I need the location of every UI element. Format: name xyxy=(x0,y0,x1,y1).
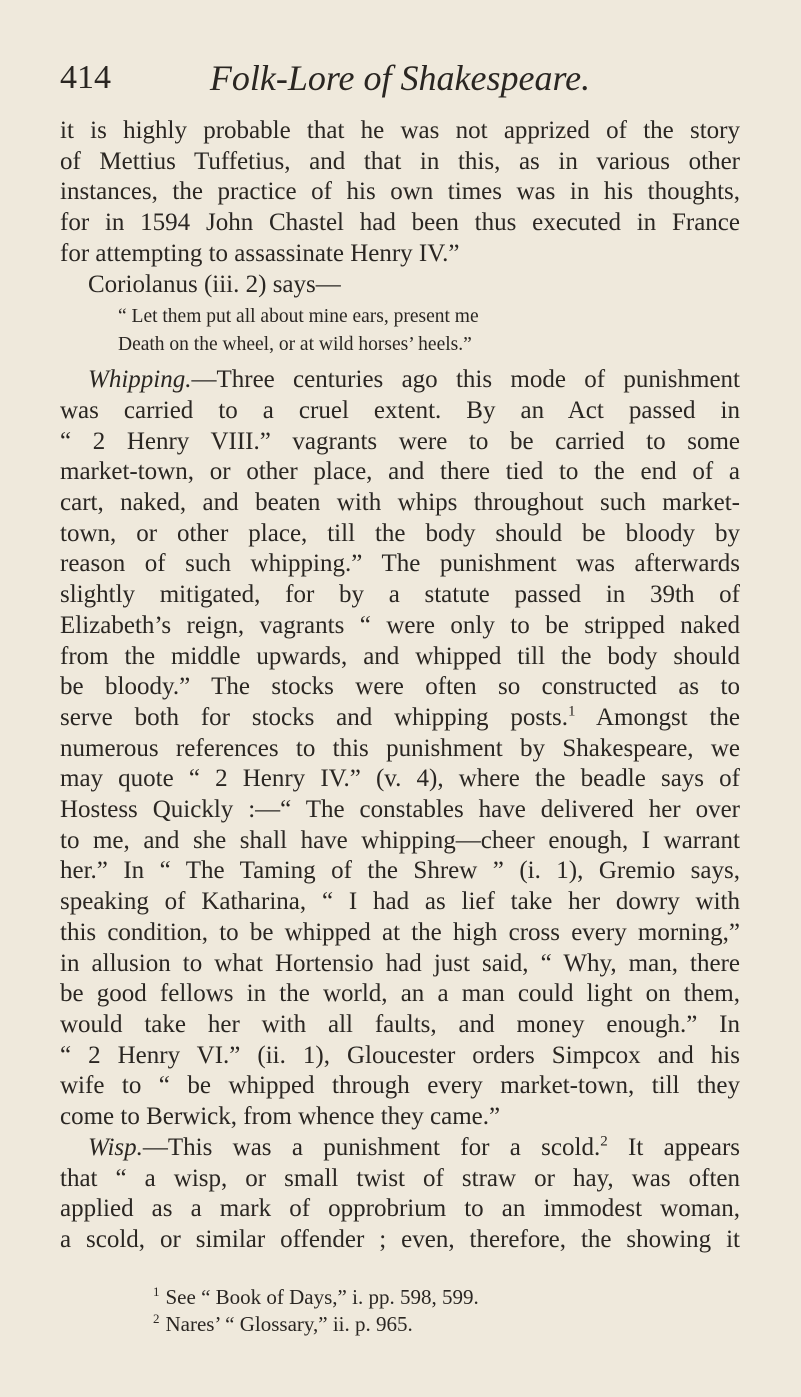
footnote xyxy=(60,1311,740,1338)
text-line: be bloody.” The stocks were often so constructed as to xyxy=(60,673,740,701)
text-line: cart, naked, and beaten with whips throughout such market- xyxy=(60,489,740,517)
page-number: 414 xyxy=(60,59,111,96)
body-text xyxy=(60,116,740,1256)
text-line: for attempting to assassinate Henry IV.” xyxy=(60,239,460,267)
footnotes xyxy=(60,1284,740,1338)
text-segment: It appears xyxy=(607,1133,740,1161)
text-segment: —Three centuries ago this mode of punishment xyxy=(191,366,740,394)
text-line: Hostess Quickly :—“ The constables have delivered her over xyxy=(60,796,740,824)
text-line: for in 1594 John Chastel had been thus executed in France xyxy=(60,209,740,237)
text-line: town, or other place, till the body should be bloody by xyxy=(60,519,740,547)
text-line: instances, the practice of his own times was in his thoughts, xyxy=(60,178,740,206)
text-line: slightly mitigated, for by a statute passed in 39th of xyxy=(60,581,740,609)
text-line: her.” In “ The Taming of the Shrew ” (i. 1), Gremio says, xyxy=(60,857,740,885)
text-line: a scold, or similar offender ; even, therefore, the showing it xyxy=(60,1225,740,1253)
quote-line: “ Let them put all about mine ears, present me xyxy=(118,306,479,328)
text-line: in allusion to what Hortensio had just said, “ Why, man, there xyxy=(60,949,740,977)
footnote-ref: 1 xyxy=(568,703,576,720)
text-line: speaking of Katharina, “ I had as lief take her dowry with xyxy=(60,888,740,916)
footnote-mark: 2 xyxy=(153,1311,160,1326)
text-line: from the middle upwards, and whipped till the body should xyxy=(60,642,740,670)
text-line: applied as a mark of opprobrium to an immodest woman, xyxy=(60,1195,740,1223)
text-line: would take her with all faults, and money enough.” In xyxy=(60,1010,740,1038)
text-line xyxy=(60,365,740,396)
text-line: Coriolanus (iii. 2) says— xyxy=(88,270,341,298)
text-line xyxy=(60,703,740,734)
footnote-mark: 1 xyxy=(153,1284,160,1299)
section-heading-whipping: Whipping. xyxy=(88,366,192,394)
footnote-text: Nares’ “ Glossary,” ii. p. 965. xyxy=(165,1312,413,1336)
text-line: come to Berwick, from whence they came.” xyxy=(60,1103,501,1131)
text-line: that “ a wisp, or small twist of straw or hay, was often xyxy=(60,1164,740,1192)
text-line: wife to “ be whipped through every market-town, till they xyxy=(60,1072,740,1100)
text-line: this condition, to be whipped at the high cross every morning,” xyxy=(60,918,740,946)
text-line: market-town, or other place, and there tied to the end of a xyxy=(60,458,740,486)
text-line: of Mettius Tuffetius, and that in this, as in various other xyxy=(60,147,740,175)
footnote xyxy=(60,1284,740,1311)
footnote-ref: 2 xyxy=(600,1133,608,1150)
text-line: Elizabeth’s reign, vagrants “ were only to be stripped naked xyxy=(60,611,740,639)
text-segment: serve both for stocks and whipping posts. xyxy=(60,703,568,731)
text-line: may quote “ 2 Henry IV.” (v. 4), where the beadle says of xyxy=(60,765,740,793)
footnote-text: See “ Book of Days,” i. pp. 598, 599. xyxy=(165,1285,479,1309)
text-line: numerous references to this punishment by Shakespeare, we xyxy=(60,734,740,762)
quote-line: Death on the wheel, or at wild horses’ heels.” xyxy=(118,334,472,356)
text-line: it is highly probable that he was not apprized of the story xyxy=(60,117,740,144)
page-header xyxy=(60,48,740,108)
text-line: be good fellows in the world, an a man could light on them, xyxy=(60,980,740,1008)
text-segment: —This was a punishment for a scold. xyxy=(142,1133,601,1161)
text-line xyxy=(60,1133,740,1164)
text-line: reason of such whipping.” The punishment was afterwards xyxy=(60,550,740,578)
text-line: “ 2 Henry VI.” (ii. 1), Gloucester orders Simpcox and his xyxy=(60,1041,740,1069)
text-line: was carried to a cruel extent. By an Act passed in xyxy=(60,396,740,424)
running-title: Folk-Lore of Shakespeare. xyxy=(209,58,591,98)
section-heading-wisp: Wisp. xyxy=(88,1133,143,1161)
text-line: to me, and she shall have whipping—cheer enough, I warrant xyxy=(60,826,740,854)
text-line: “ 2 Henry VIII.” vagrants were to be carried to some xyxy=(60,427,740,455)
text-segment: Amongst the xyxy=(575,703,740,731)
